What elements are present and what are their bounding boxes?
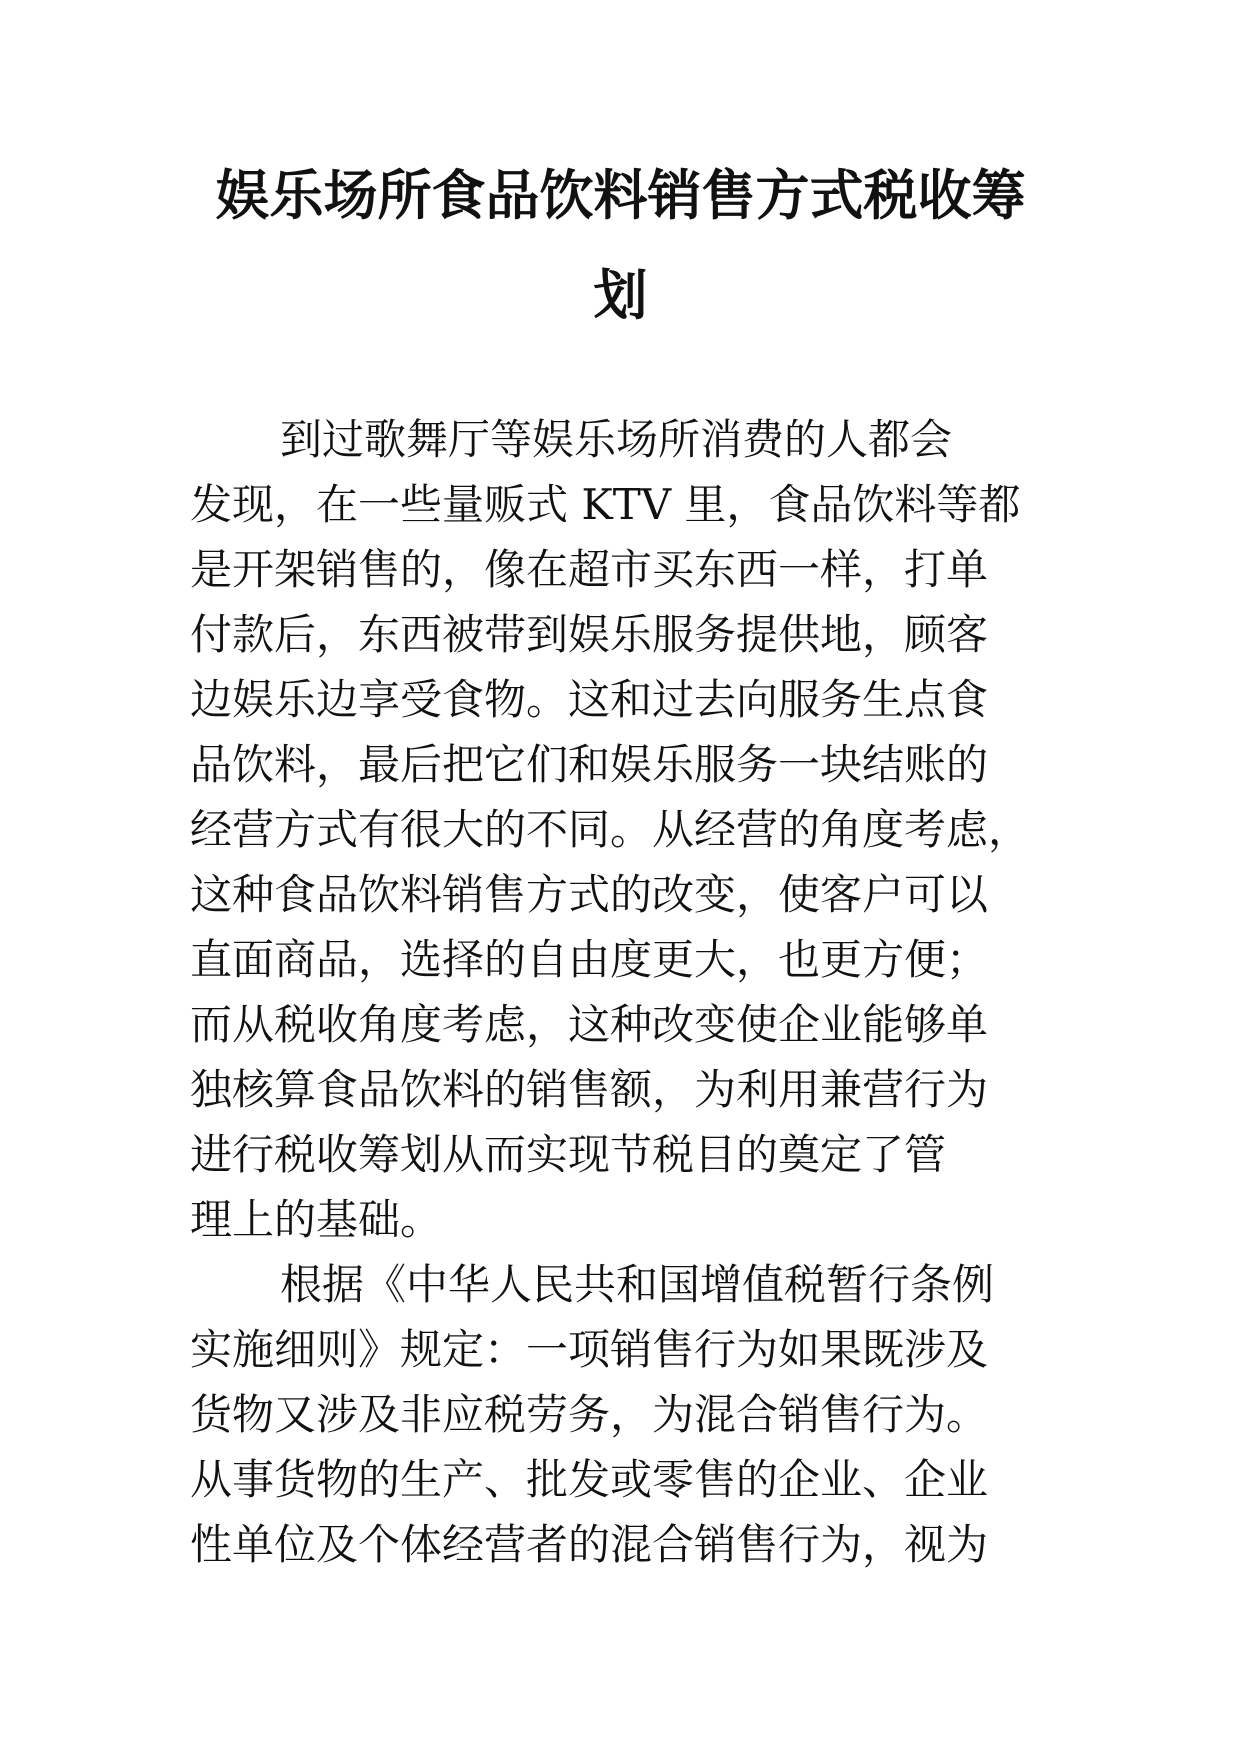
document-title-line-2: 划: [593, 263, 648, 327]
paragraph-1-line-8: 这种食品饮料销售方式的改变，使客户可以: [190, 870, 989, 919]
paragraph-1-line-5: 边娱乐边享受食物。这和过去向服务生点食: [190, 675, 989, 724]
paragraph-1-line-3: 是开架销售的，像在超市买东西一样，打单: [190, 545, 989, 594]
paragraph-1-line-13: 理上的基础。: [190, 1195, 443, 1244]
paragraph-2-line-4: 从事货物的生产、批发或零售的企业、企业: [190, 1455, 989, 1504]
paragraph-2-line-3: 货物又涉及非应税劳务，为混合销售行为。: [190, 1390, 989, 1439]
paragraph-1-line-1: 到过歌舞厅等娱乐场所消费的人都会: [280, 415, 953, 464]
paragraph-1-line-10: 而从税收角度考虑，这种改变使企业能够单: [190, 1000, 989, 1049]
paragraph-1-line-4: 付款后，东西被带到娱乐服务提供地，顾客: [190, 610, 989, 659]
paragraph-1-line-2: 发现，在一些量贩式 KTV 里，食品饮料等都: [190, 480, 1021, 529]
paragraph-1-line-9: 直面商品，选择的自由度更大，也更方便；: [190, 935, 989, 984]
paragraph-1-line-6: 品饮料，最后把它们和娱乐服务一块结账的: [190, 740, 989, 789]
paragraph-1-line-11: 独核算食品饮料的销售额，为利用兼营行为: [190, 1065, 989, 1114]
paragraph-2-line-2: 实施细则》规定：一项销售行为如果既涉及: [190, 1325, 989, 1374]
document-title-line-1: 娱乐场所食品饮料销售方式税收筹: [215, 163, 1026, 227]
paragraph-2-line-5: 性单位及个体经营者的混合销售行为，视为: [190, 1520, 989, 1569]
paragraph-1-line-7: 经营方式有很大的不同。从经营的角度考虑，: [190, 805, 1031, 854]
paragraph-1-line-12: 进行税收筹划从而实现节税目的奠定了管: [190, 1130, 947, 1179]
paragraph-2-line-1: 根据《中华人民共和国增值税暂行条例: [280, 1260, 995, 1309]
